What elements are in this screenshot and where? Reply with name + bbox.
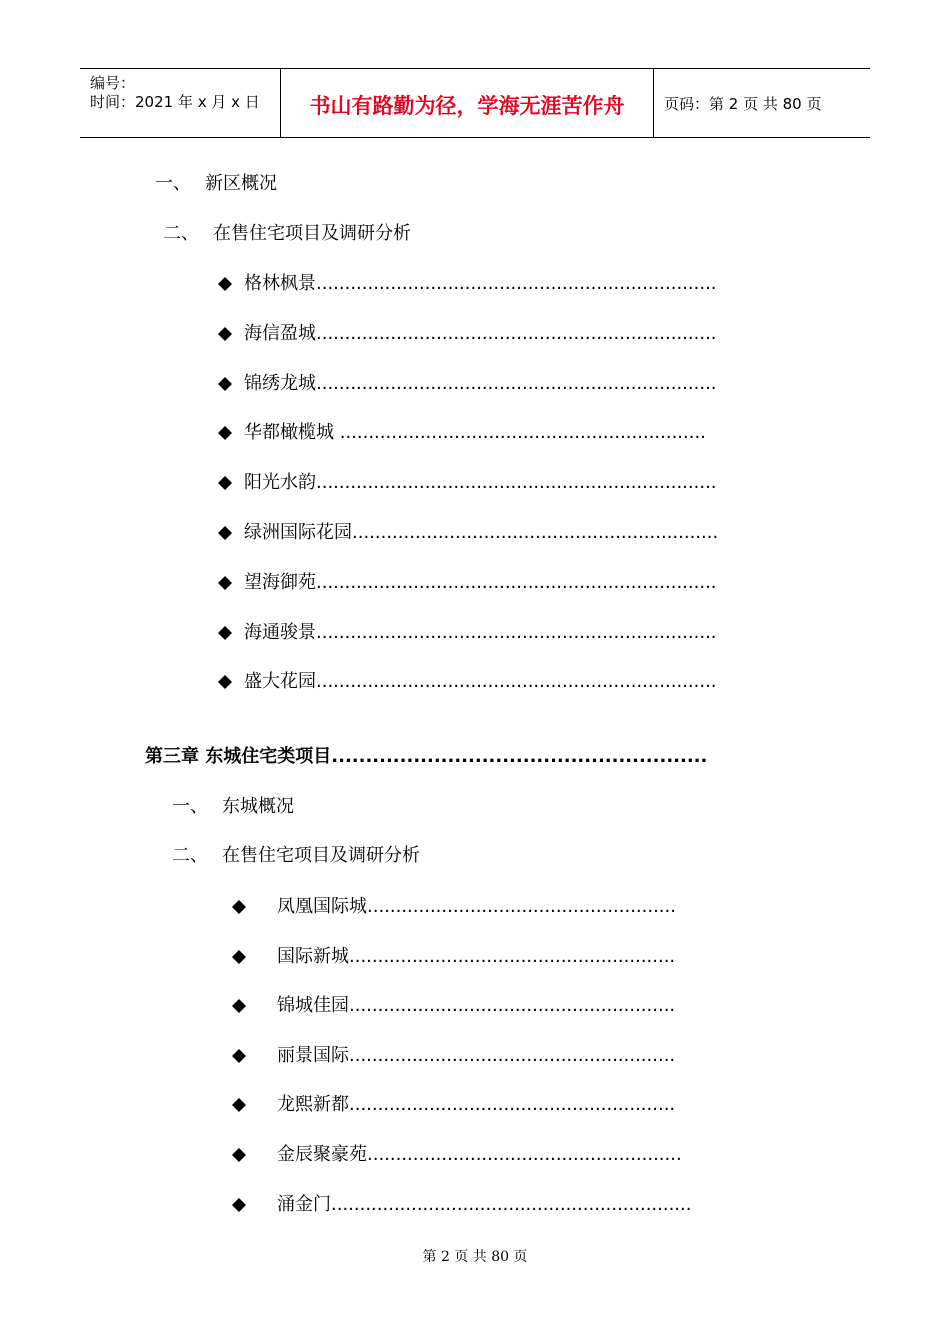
toc-heading-label: 东城概况 — [222, 796, 294, 817]
page-info: 页码：第 2 页 共 80 页 — [664, 95, 822, 113]
toc-project-entry: 锦绣龙城...................................................................... — [244, 372, 717, 394]
toc-project-entry: 海信盈城...................................................................... — [244, 322, 717, 344]
page-footer: 第 2 页 共 80 页 — [422, 1249, 528, 1265]
chapter-title: 第三章 东城住宅类项目....................................................... — [145, 746, 708, 767]
diamond-bullet-icon — [218, 377, 232, 391]
diamond-bullet-icon — [218, 526, 232, 540]
toc-heading — [155, 173, 277, 195]
toc-heading — [172, 796, 294, 818]
diamond-bullet-icon — [232, 950, 246, 964]
toc-heading — [172, 845, 420, 867]
toc-project-entry: 金辰聚豪苑....................................................... — [277, 1144, 682, 1165]
toc-project-entry: 丽景国际......................................................... — [277, 1044, 676, 1066]
code-label: 编号： — [90, 74, 136, 92]
diamond-bullet-icon — [218, 675, 232, 689]
motto: 书山有路勤为径，学海无涯苦作舟 — [309, 93, 625, 118]
toc-heading-label: 在售住宅项目及调研分析 — [222, 845, 420, 866]
header-motto-cell — [281, 69, 654, 137]
toc-project-entry: 阳光水韵...................................................................... — [244, 472, 717, 494]
toc-project-entry: 绿洲国际花园................................................................ — [244, 522, 719, 543]
diamond-bullet-icon — [218, 426, 232, 440]
diamond-bullet-icon — [232, 1148, 246, 1162]
toc-project-entry: 锦城佳园......................................................... — [277, 995, 676, 1017]
toc-heading-label: 新区概况 — [205, 173, 277, 194]
diamond-bullet-icon — [218, 576, 232, 590]
toc-heading-label: 在售住宅项目及调研分析 — [213, 223, 411, 244]
toc-heading — [163, 223, 411, 245]
toc-project-entry: 华都橄榄城 ................................................................ — [244, 422, 706, 444]
diamond-bullet-icon — [218, 327, 232, 341]
toc-project-entry: 望海御苑...................................................................... — [244, 571, 717, 593]
toc-heading-number: 一、 — [172, 796, 208, 817]
diamond-bullet-icon — [232, 1098, 246, 1112]
header-left-cell — [80, 69, 281, 137]
toc-project-entry: 格林枫景...................................................................... — [244, 273, 717, 294]
toc-heading-number: 二、 — [163, 223, 199, 244]
diamond-bullet-icon — [232, 1049, 246, 1063]
diamond-bullet-icon — [232, 999, 246, 1013]
toc-project-entry: 国际新城......................................................... — [277, 945, 676, 967]
toc-heading-number: 二、 — [172, 845, 208, 866]
toc-project-entry: 涌金门............................................................... — [277, 1193, 692, 1215]
toc-heading-number: 一、 — [155, 173, 191, 194]
diamond-bullet-icon — [232, 900, 246, 914]
document-header — [80, 68, 870, 138]
toc-project-entry: 盛大花园...................................................................... — [244, 671, 717, 693]
toc-project-entry: 凤凰国际城...................................................... — [277, 896, 676, 917]
date-text: 时间：2021 年 x 月 x 日 — [90, 93, 260, 111]
diamond-bullet-icon — [218, 277, 232, 291]
header-page-cell — [654, 69, 870, 137]
toc-project-entry: 龙熙新都......................................................... — [277, 1094, 676, 1116]
diamond-bullet-icon — [218, 476, 232, 490]
diamond-bullet-icon — [218, 626, 232, 640]
toc-project-entry: 海通骏景...................................................................... — [244, 621, 717, 643]
diamond-bullet-icon — [232, 1198, 246, 1212]
